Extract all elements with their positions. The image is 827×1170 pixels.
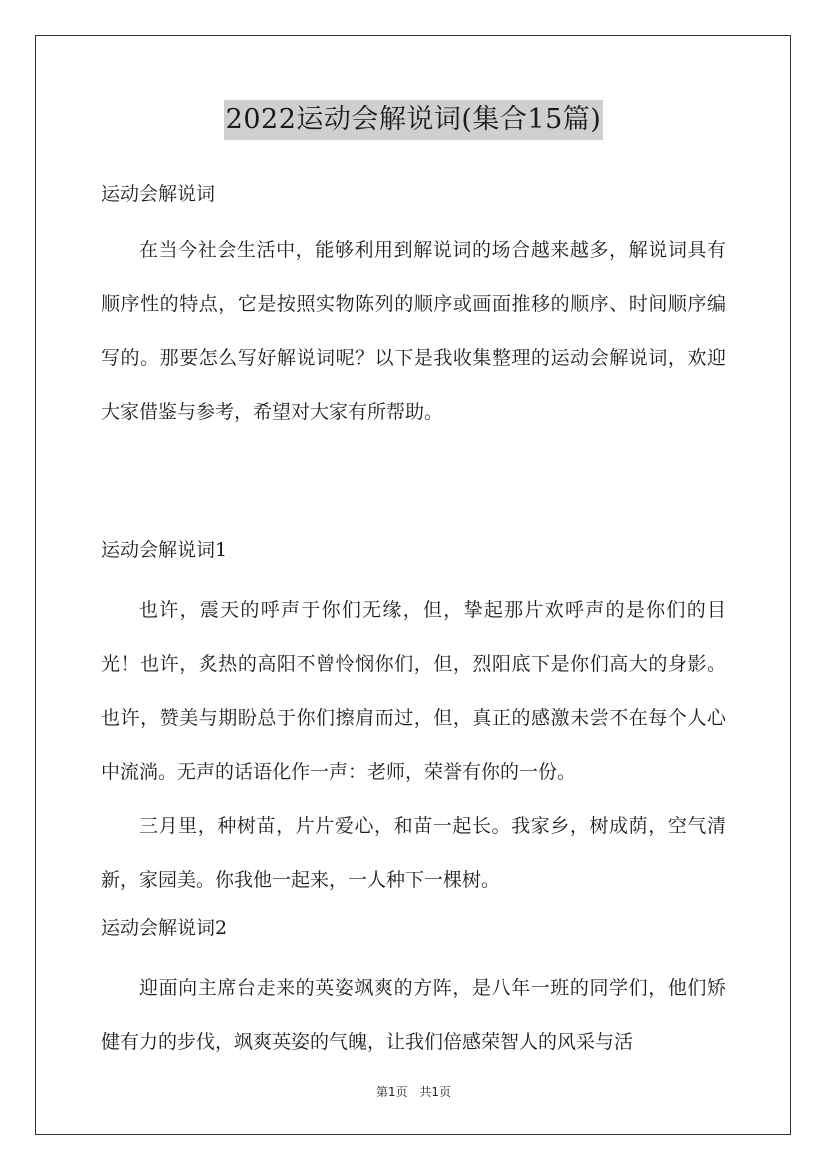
section-1-paragraph-1: 也许，震天的呼声于你们无缘，但，挚起那片欢呼声的是你们的目光！也许，炙热的高阳不曾怜悯你们，但，烈阳底下是你们高大的身影。也许，赞美与期盼总于你们擦肩而过，但，真正的感激未尝不在每个人心中流淌。无声的话语化作一声：老师，荣誉有你的一份。 [101,599,726,783]
section-heading-2: 运动会解说词2 [101,917,228,939]
section-1-paragraph-2: 三月里，种树苗，片片爱心，和苗一起长。我家乡，树成荫，空气清新，家园美。你我他一起来，一人种下一棵树。 [101,815,726,891]
title-wrap [0,100,827,140]
page-number: 第1页 [375,1085,408,1099]
document-body [101,173,726,1069]
page-total: 共1页 [419,1085,452,1099]
page-footer [0,1083,827,1100]
document-title: 2022运动会解说词(集合15篇) [224,100,604,140]
section-heading-intro: 运动会解说词 [101,183,216,205]
section-2-paragraph-1: 迎面向主席台走来的英姿飒爽的方阵，是八年一班的同学们，他们矫健有力的步伐，飒爽英姿的气魄，让我们倍感荣智人的风采与活 [101,977,726,1053]
intro-paragraph: 在当今社会生活中，能够利用到解说词的场合越来越多，解说词具有顺序性的特点，它是按照实物陈列的顺序或画面推移的顺序、时间顺序编写的。那要怎么写好解说词呢？以下是我收集整理的运动会解说词，欢迎大家借鉴与参考，希望对大家有所帮助。 [101,239,726,423]
section-heading-1: 运动会解说词1 [101,539,228,561]
